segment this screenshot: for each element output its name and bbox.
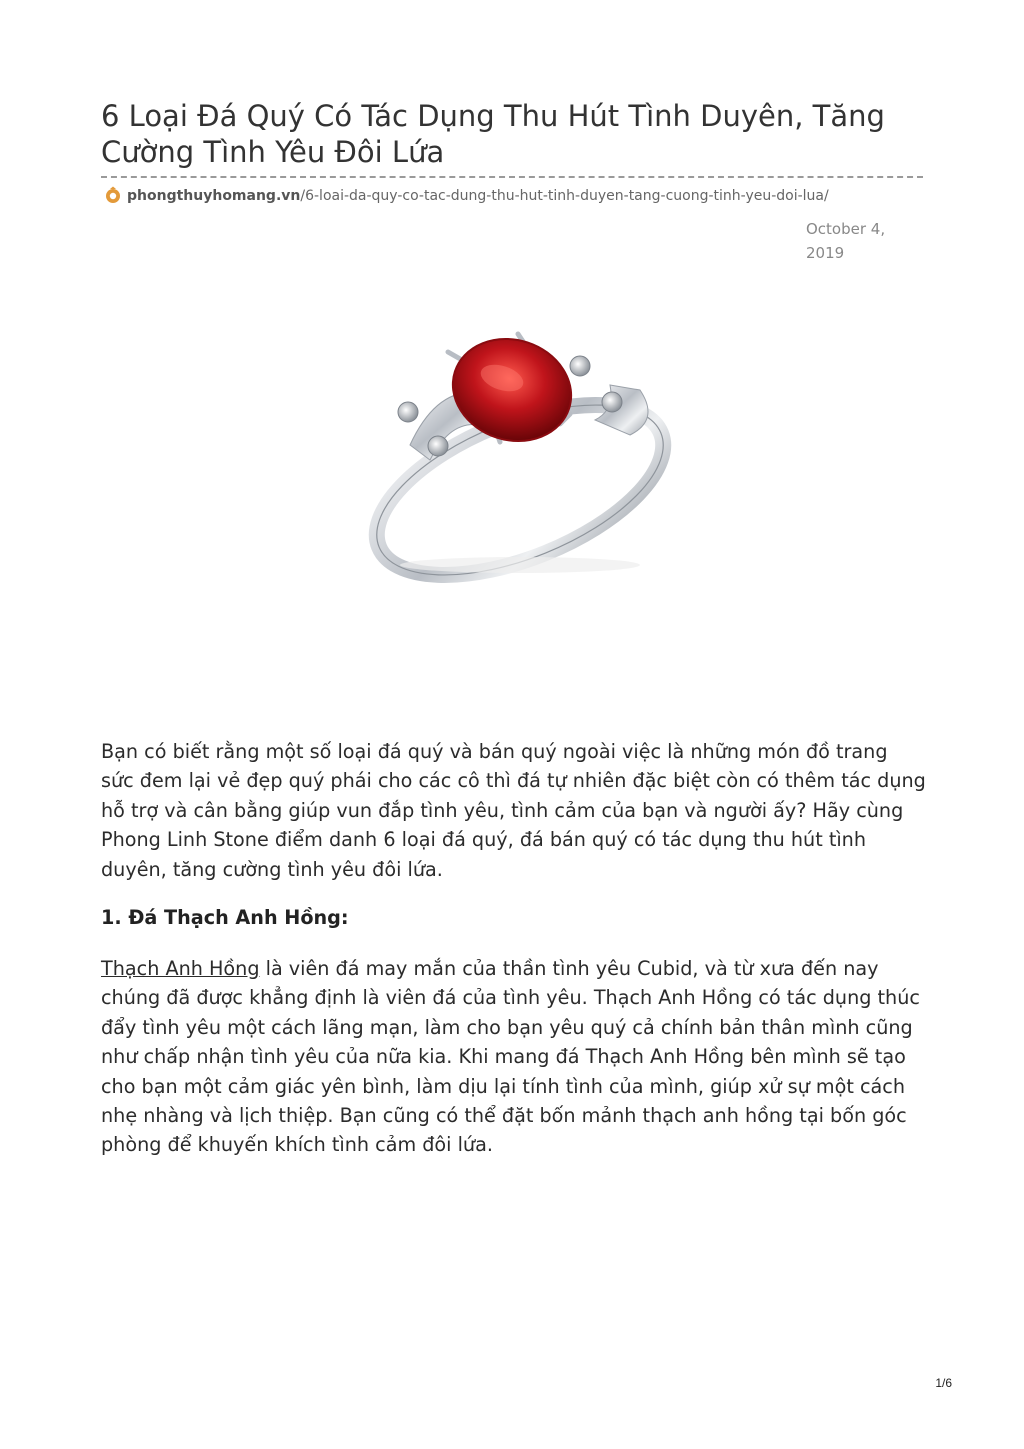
ring-image bbox=[340, 320, 700, 590]
source-url[interactable] bbox=[104, 186, 904, 206]
page-number: 1/6 bbox=[935, 1376, 952, 1390]
section-heading: 1. Đá Thạch Anh Hồng: bbox=[101, 906, 349, 929]
thach-anh-hong-link[interactable]: Thạch Anh Hồng bbox=[101, 957, 260, 980]
section-body-text: là viên đá may mắn của thần tình yêu Cubid, và từ xưa đến nay chúng đã được khẳng định là viên đá của tình yêu. Thạch Anh Hồng có tác dụng thúc đẩy tình yêu một cách lãng mạn, làm cho bạn yêu quý cả chính bản thân mình cũng như chấp nhận tình yêu của nữa kia. Khi mang đá Thạch Anh Hồng bên mình sẽ tạo cho bạn một cảm giác yên bình, làm dịu lại tính tình của mình, giúp xử sự một cách nhẹ nhàng và lịch thiệp. Bạn cũng có thể đặt bốn mảnh thạch anh hồng tại bốn góc phòng để khuyến khích tình cảm đôi lứa. bbox=[101, 957, 920, 1157]
section-paragraph bbox=[101, 954, 926, 1160]
source-path[interactable]: /6-loai-da-quy-co-tac-dung-thu-hut-tinh-duyen-tang-cuong-tinh-yeu-doi-lua/ bbox=[300, 188, 829, 204]
publish-date: October 4, 2019 bbox=[806, 220, 886, 262]
source-domain[interactable]: phongthuyhomang.vn bbox=[127, 188, 301, 204]
site-logo-icon bbox=[104, 186, 122, 204]
article-title: 6 Loại Đá Quý Có Tác Dụng Thu Hút Tình Duyên, Tăng Cường Tình Yêu Đôi Lứa bbox=[101, 99, 885, 169]
intro-paragraph: Bạn có biết rằng một số loại đá quý và bán quý ngoài việc là những món đồ trang sức đem lại vẻ đẹp quý phái cho các cô thì đá tự nhiên đặc biệt còn có thêm tác dụng hỗ trợ và cân bằng giúp vun đắp tình yêu, tình cảm của bạn và người ấy? Hãy cùng Phong Linh Stone điểm danh 6 loại đá quý, đá bán quý có tác dụng thu hút tình duyên, tăng cường tình yêu đôi lứa. bbox=[101, 740, 926, 881]
title-divider bbox=[101, 176, 923, 178]
